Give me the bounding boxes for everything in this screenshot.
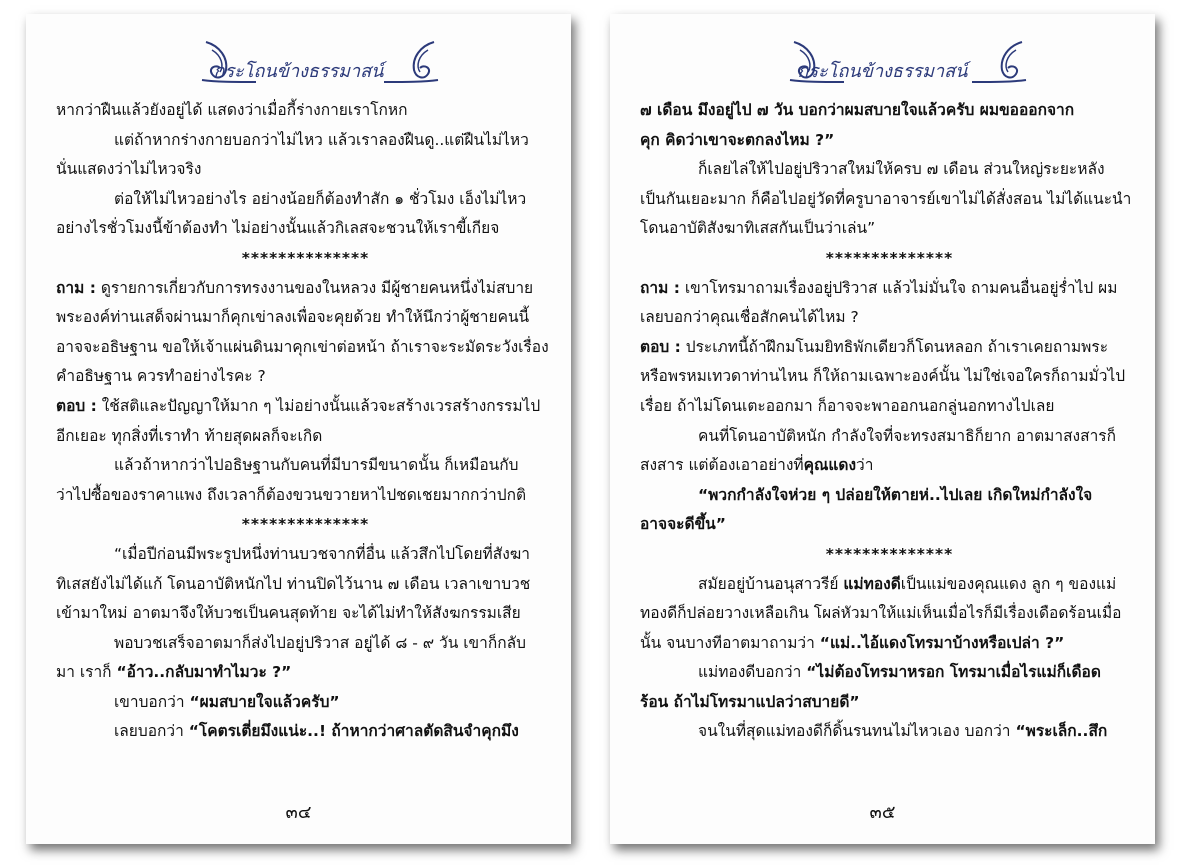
text-line [640,481,1139,511]
text-span: ว่าไปซื้อของราคาแพง ถึงเวลาก็ต้องขวนขวายหาไปชดเชยมากกว่าปกติ [56,485,527,504]
text-span: เข้ามาใหม่ อาตมาจึงให้บวชเป็นคนสุดท้าย จะได้ไม่ทำให้สังฆกรรมเสีย [56,604,521,623]
text-line [640,185,1139,215]
text-line [56,303,555,333]
section-divider [640,244,1139,274]
text-line [56,362,555,392]
text-line [640,629,1139,659]
bold-text: อาจจะดีขึ้น” [640,515,726,534]
text-line [56,570,555,600]
page-header [26,36,571,88]
text-line [640,303,1139,333]
text-line [56,599,555,629]
text-span: คำอธิษฐาน ควรทำอย่างไรคะ ? [56,367,266,386]
text-line [56,717,555,747]
text-line [640,510,1139,540]
bold-text: “โคตรเตี่ยมึงแน่ะ..! ถ้าหากว่าศาลตัดสินจำคุกมึง [188,722,519,741]
text-span: ต่อให้ไม่ไหวอย่างไร อย่างน้อยก็ต้องทำสัก ๑ ชั่วโมง เอ็งไม่ไหว [114,189,527,208]
text-span: เขาโทรมาถามเรื่องอยู่ปริวาส แล้วไม่มั่นใจ ถามคนอื่นอยู่ร่ำไป ผม [679,278,1118,297]
text-span: เป็นแม่ของคุณแดง ลูก ๆ ของแม่ [900,574,1117,593]
bold-text: “อ้าว..กลับมาทำไมวะ ?” [116,663,292,682]
text-line [56,274,555,304]
text-line [56,658,555,688]
text-span: ทิเสสยังไม่ได้แก้ โดนอาบัติหนักไป ท่านปิดไว้นาน ๗ เดือน เวลาเขาบวช [56,574,531,593]
text-line [56,185,555,215]
text-line [640,362,1139,392]
text-span: อย่างไรชั่วโมงนี้ข้าต้องทำ ไม่อย่างนั้นแล้วกิเลสจะชวนให้เราขี้เกียจ [56,219,500,238]
right-page [610,14,1155,844]
text-line [640,451,1139,481]
text-line [640,599,1139,629]
text-span: ใช้สติและปัญญาให้มาก ๆ ไม่อย่างนั้นแล้วจะสร้างเวรสร้างกรรมไป [96,396,541,415]
text-line [640,96,1139,126]
text-span: เลยบอกว่า [114,722,189,741]
text-span: สงสาร แต่ต้องเอาอย่างที่ [640,456,804,475]
text-line [56,540,555,570]
page-body [640,96,1139,747]
text-line [56,96,555,126]
text-span: ก็เลยไล่ให้ไปอยู่ปริวาสใหม่ให้ครบ ๗ เดือน ส่วนใหญ่ระยะหลัง [698,160,1105,179]
bold-text: ถาม : [640,278,680,297]
text-span: จนในที่สุดแม่ทองดีก็ดิ้นรนทนไม่ไหวเอง บอกว่า [698,722,1016,741]
page-number: ๓๕ [869,802,896,823]
page-header [610,36,1155,88]
text-span: ************** [241,248,370,267]
bold-text: “ไม่ต้องโทรมาหรอก โทรมาเมื่อไรแม่ก็เดือด [806,663,1101,682]
text-span: เรื่อย ถ้าไม่โดนเตะออกมา ก็อาจจะพาออกนอกลู่นอกทางไปเลย [640,396,1055,415]
text-span: “เมื่อปีก่อนมีพระรูปหนึ่งท่านบวชจากที่อื่น แล้วสึกไปโดยที่สังฆา [114,544,531,563]
text-span: ประเภทนี้ถ้าฝึกมโนมยิทธิพักเดียวก็โดนหลอก ถ้าเราเคยถามพระ [680,337,1109,356]
bold-text: ตอบ : [56,396,97,415]
bold-text: แม่ทองดี [843,574,901,593]
text-span: สมัยอยู่บ้านอนุสาวรีย์ [698,574,844,593]
text-span: พอบวชเสร็จอาตมาก็ส่งไปอยู่ปริวาส อยู่ได้ ๘ - ๙ วัน เขาก็กลับ [114,633,526,652]
bold-text: ร้อน ถ้าไม่โทรมาแปลว่าสบายดี” [640,692,860,711]
bold-text: คุณแดง [803,456,857,475]
text-span: แต่ถ้าหากร่างกายบอกว่าไม่ไหว แล้วเราลองฝืนดู..แต่ฝืนไม่ไหว [114,130,529,149]
text-span: ************** [241,515,370,534]
text-line [640,422,1139,452]
text-span: เลยบอกว่าคุณเชื่อสักคนได้ไหม ? [640,308,859,327]
text-line [56,629,555,659]
text-span: อาจจะอธิษฐาน ขอให้เจ้าแผ่นดินมาคุกเข่าต่อหน้า ถ้าเราจะระมัดระวังเรื่อง [56,337,549,356]
section-divider [640,540,1139,570]
text-span: ว่า [856,456,874,475]
text-line [56,451,555,481]
text-span: ************** [825,544,954,563]
text-line [640,688,1139,718]
left-page [26,14,571,844]
bold-text: ๗ เดือน มึงอยู่ไป ๗ วัน บอกว่าผมสบายใจแล้วครับ ผมขอออกจาก [640,101,1075,119]
page-body [56,96,555,747]
text-span: อีกเยอะ ทุกสิ่งที่เราทำ ท้ายสุดผลก็จะเกิด [56,426,323,445]
text-line [640,333,1139,363]
text-line [640,392,1139,422]
bold-text: คุก คิดว่าเขาจะตกลงไหม ?” [640,130,835,149]
text-span: โดนอาบัติสังฆาทิเสสกันเป็นว่าเล่น” [640,219,876,238]
text-span: เขาบอกว่า [114,692,190,711]
section-divider [56,510,555,540]
text-span: พระองค์ท่านเสด็จผ่านมาก็คุกเข่าลงเพื่อจะคุยด้วย ทำให้นึกว่าผู้ชายคนนี้ [56,308,530,327]
bold-text: “พวกกำลังใจห่วย ๆ ปล่อยให้ตายห่..ไปเลย เกิดใหม่กำลังใจ [698,485,1093,504]
text-line [56,688,555,718]
text-span: เป็นกันเยอะมาก ก็คือไปอยู่วัดที่ครูบาอาจารย์เขาไม่ได้สั่งสอน ไม่ได้แนะนำ [640,189,1132,208]
text-span: หรือพรหมเทวดาท่านไหน ก็ให้ถามเฉพาะองค์นั้น ไม่ใช่เจอใครก็ถามมั่วไป [640,367,1126,386]
bold-text: “แม่..ไอ้แดงโทรมาบ้างหรือเปล่า ?” [819,633,1065,652]
text-span: ************** [825,248,954,267]
header-title: กระโถนข้างธรรมาสน์ [213,61,384,82]
text-line [56,422,555,452]
text-line [56,126,555,156]
bold-text: ตอบ : [640,337,681,356]
text-line [56,481,555,511]
text-line [640,570,1139,600]
text-span: นั่นแสดงว่าไม่ไหวจริง [56,160,202,179]
text-line [56,333,555,363]
text-line [56,155,555,185]
text-span: คนที่โดนอาบัติหนัก กำลังใจที่จะทรงสมาธิก็ยาก อาตมาสงสารก็ [698,426,1116,445]
page-number: ๓๔ [285,802,312,823]
text-line [640,274,1139,304]
text-line [640,717,1139,747]
text-line [56,214,555,244]
bold-text: ถาม : [56,278,96,297]
text-span: แล้วถ้าหากว่าไปอธิษฐานกับคนที่มีบารมีขนาดนั้น ก็เหมือนกับ [114,456,519,475]
text-span: แม่ทองดีบอกว่า [698,663,807,682]
text-span: มา เราก็ [56,663,117,682]
text-line [56,392,555,422]
text-line [640,126,1139,156]
text-span: หากว่าฝืนแล้วยังอยู่ได้ แสดงว่าเมื่อกี้ร่างกายเราโกหก [56,101,408,119]
text-span: นั้น จนบางทีอาตมาถามว่า [640,633,820,652]
text-span: ดูรายการเกี่ยวกับการทรงงานของในหลวง มีผู้ชายคนหนึ่งไม่สบาย [95,278,534,297]
text-line [640,658,1139,688]
text-line [640,214,1139,244]
section-divider [56,244,555,274]
header-title: กระโถนข้างธรรมาสน์ [797,61,968,82]
text-span: ทองดีก็ปล่อยวางเหลือเกิน โผล่หัวมาให้แม่เห็นเมื่อไรก็มีเรื่องเดือดร้อนเมื่อ [640,604,1122,623]
bold-text: “พระเล็ก..สึก [1015,722,1108,741]
text-line [640,155,1139,185]
bold-text: “ผมสบายใจแล้วครับ” [189,692,340,711]
